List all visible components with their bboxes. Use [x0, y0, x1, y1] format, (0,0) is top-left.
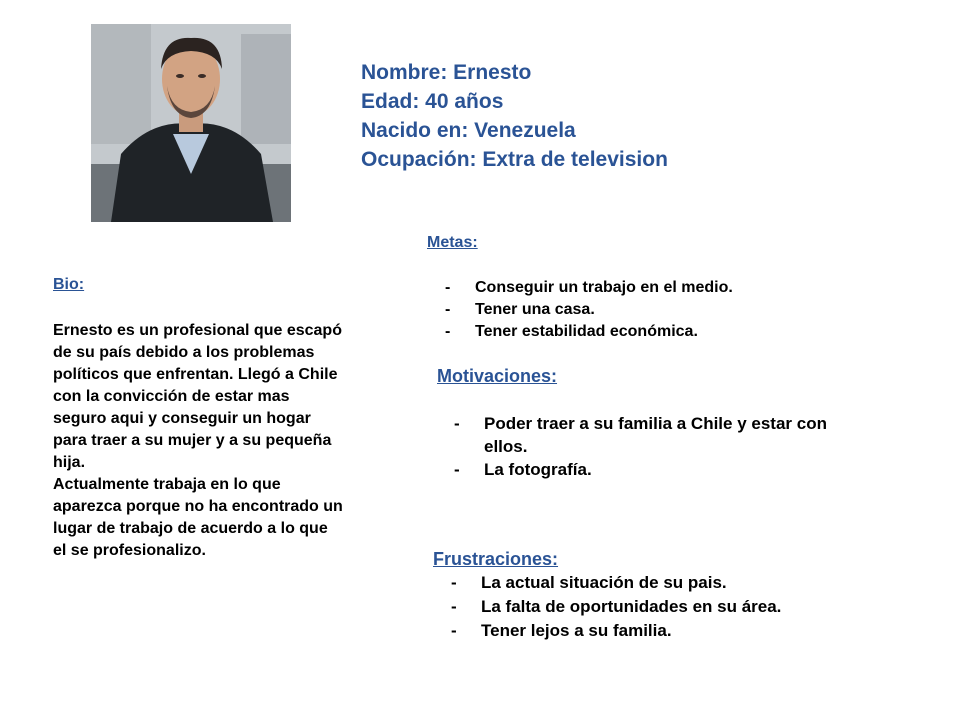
born-line: Nacido en: Venezuela: [361, 119, 576, 142]
motivaciones-heading: Motivaciones:: [437, 366, 558, 386]
frustraciones-list: [451, 571, 901, 643]
frustraciones-item-text: Tener lejos a su familia.: [481, 621, 672, 640]
motivaciones-item-text: La fotografía.: [484, 460, 592, 479]
occupation-line: Ocupación: Extra de television: [361, 148, 668, 171]
metas-heading: Metas:: [427, 234, 478, 251]
bio-heading: Bio:: [53, 276, 85, 293]
profile-info: [361, 58, 668, 174]
frustraciones-item: [451, 571, 901, 595]
bullet-dash: -: [451, 597, 457, 616]
motivaciones-item: [454, 458, 864, 481]
bullet-dash: -: [454, 460, 460, 479]
frustraciones-heading: Frustraciones:: [433, 549, 559, 569]
metas-item-text: Tener una casa.: [475, 301, 595, 318]
bullet-dash: -: [451, 573, 457, 592]
person-photo-illustration: [91, 24, 291, 222]
frustraciones-item: [451, 595, 901, 619]
metas-item: [445, 321, 895, 343]
bullet-dash: -: [454, 414, 460, 433]
bullet-dash: -: [445, 323, 451, 340]
metas-item-text: Tener estabilidad económica.: [475, 323, 698, 340]
frustraciones-item-text: La falta de oportunidades en su área.: [481, 597, 782, 616]
frustraciones-item: [451, 619, 901, 643]
motivaciones-item-text: Poder traer a su familia a Chile y estar con ellos.: [484, 414, 827, 456]
bullet-dash: -: [445, 279, 451, 296]
metas-list: [445, 277, 895, 343]
metas-item: [445, 299, 895, 321]
profile-photo: [91, 24, 291, 222]
frustraciones-item-text: La actual situación de su pais.: [481, 573, 727, 592]
metas-item: [445, 277, 895, 299]
age-line: Edad: 40 años: [361, 90, 504, 113]
bio-text: Ernesto es un profesional que escapó de su país debido a los problemas políticos que enfrentan. Llegó a Chile con la convicción de estar mas seguro aqui y conseguir un hogar para traer a su mujer y a su pequeña hija. Actualmente trabaja en lo que aparezca porque no ha encontrado un lugar de trabajo de acuerdo a lo que el se profesionalizo.: [53, 322, 343, 559]
bullet-dash: -: [445, 301, 451, 318]
motivaciones-item: [454, 412, 864, 458]
name-line: Nombre: Ernesto: [361, 61, 532, 84]
metas-item-text: Conseguir un trabajo en el medio.: [475, 279, 733, 296]
bullet-dash: -: [451, 621, 457, 640]
motivaciones-list: [454, 412, 864, 481]
